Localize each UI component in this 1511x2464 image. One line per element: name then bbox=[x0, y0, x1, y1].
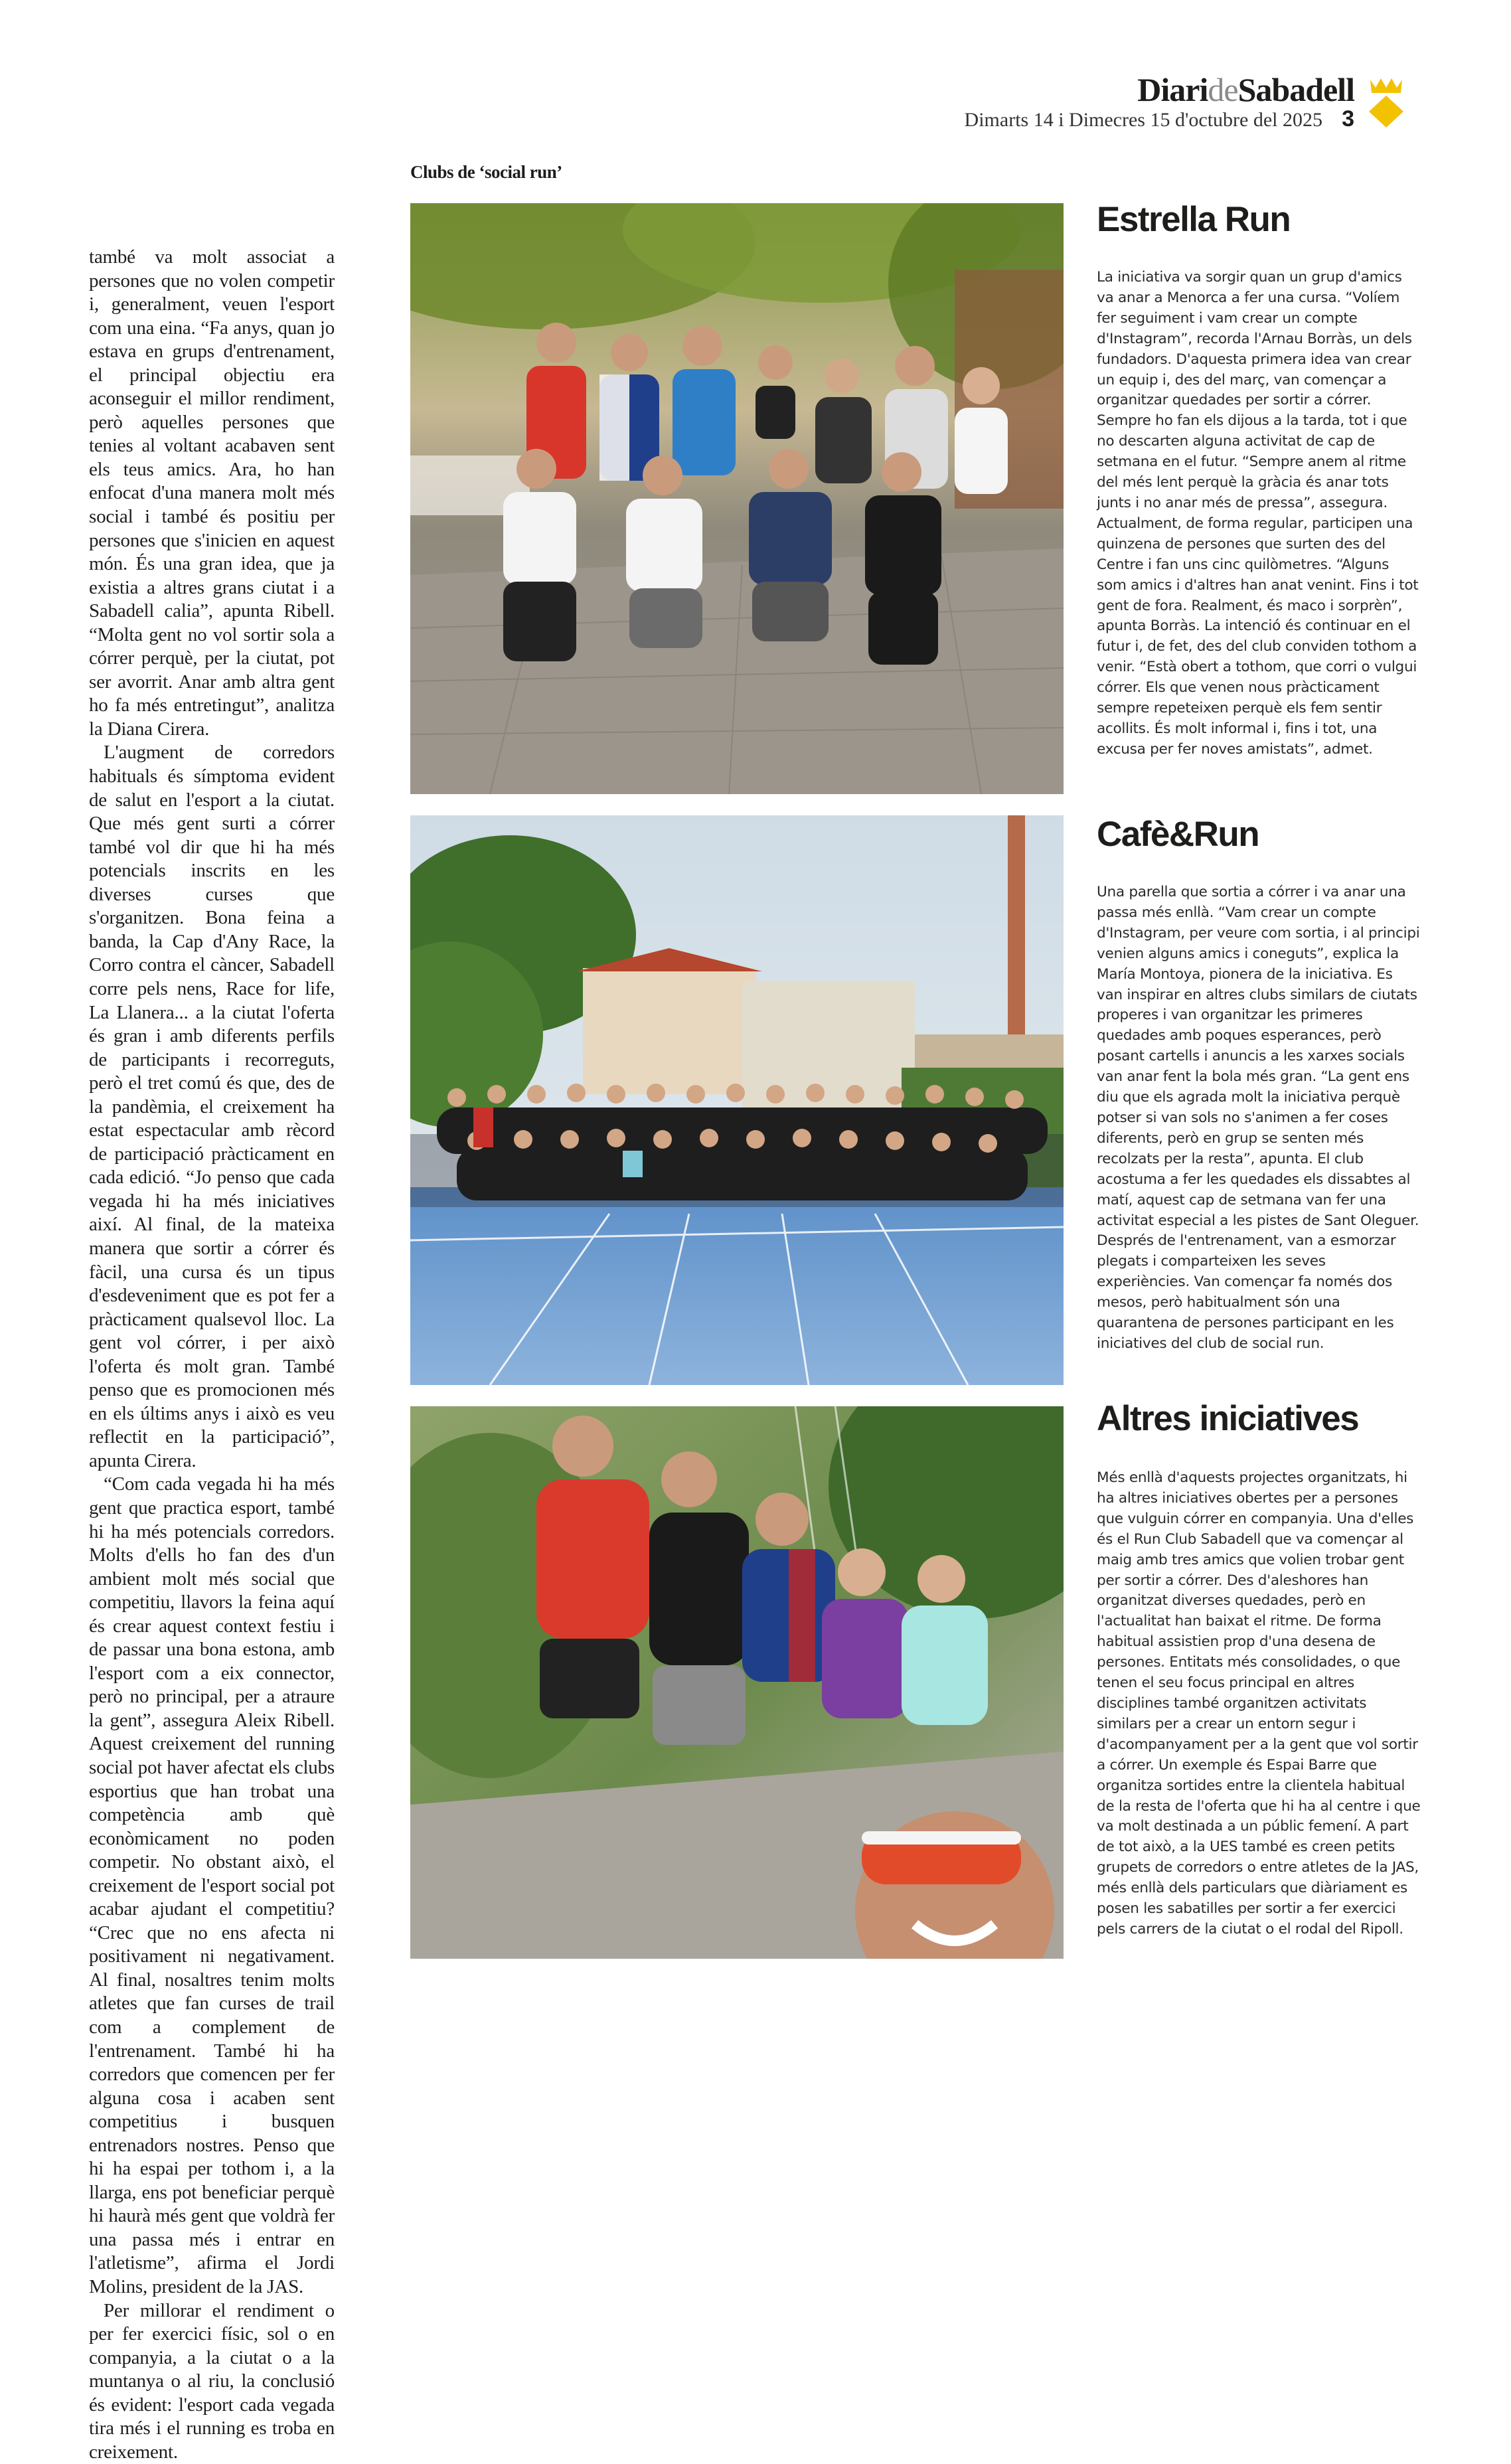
section-title: Cafè&Run bbox=[1097, 815, 1259, 854]
left-paragraph: també va molt associat a persones que no volen competir i, generalment, veuen l'esport com una eina. “Fa anys, quan jo estava en grups d'entrenament, el principal objectiu era aconseguir el millor rendiment, però aquelles persones que tenies al voltant acabaven sent els teus amics. Ara, ho han enfocat d'una manera molt més social i també és positiu per persones que s'inicien en aquest món. És una gran idea, que ja existia a altres grans ciutat i a Sabadell calia”, apunta Ribell. “Molta gent no vol sortir sola a córrer perquè, per la ciutat, pot ser avorrit. Anar amb altra gent ho fa més entretingut”, analitza la Diana Cirera. bbox=[89, 246, 335, 740]
section-title: Altres iniciatives bbox=[1097, 1399, 1359, 1438]
brand-mid: de bbox=[1208, 71, 1238, 108]
brand-right: Sabadell bbox=[1237, 71, 1354, 108]
section-label: Clubs de ‘social run’ bbox=[410, 162, 562, 182]
photo-estrella-run-illustration bbox=[410, 203, 1064, 794]
section-estrella-run bbox=[1097, 199, 1422, 760]
section-body: Més enllà d'aquests projectes organitzats, hi ha altres iniciatives obertes per a persones que vulguin córrer en companyia. Una d'elles és el Run Club Sabadell que va començar al maig amb tres amics que volien trobar gent per sortir a córrer. Des d'aleshores han organitzat diverses quedades, però en l'actualitat han baixat el ritme. De forma habitual assistien prop d'una desena de persones. Entitats més consolidades, o que tenen el seu focus principal en altres disciplines també organitzen activitats similars per a crear un entorn segur i d'acompanyament per a la gent que vol sortir a córrer. Un exemple és Espai Barre que organitza sortides entre la clientela habitual de la resta de l'oferta que hi ha al centre i que va molt destinada a un públic femení. A part de tot això, a la UES també es creen petits grupets de corredors o entre atletes de la JAS, més enllà dels particulars que diàriament es posen les sabatilles per sortir a fer exercici pels carrers de la ciutat o el rodal del Ripoll. bbox=[1097, 1469, 1421, 1937]
sabadell-crest-icon bbox=[1364, 76, 1409, 129]
issue-date: Dimarts 14 i Dimecres 15 d'octubre del 2025 bbox=[964, 109, 1322, 131]
section-body: Una parella que sortia a córrer i va anar una passa més enllà. “Vam crear un compte d'Instagram, per veure com sortia, i al principi venien alguns amics i coneguts”, explica la María Montoya, pionera de la iniciativa. Es van inspirar en altres clubs similars de ciutats properes i van organitzar les primeres quedades amb poques esperances, però posant cartells i anuncis a les xarxes socials van anar fent la bola més gran. “La gent ens diu que els agrada molt la iniciativa perquè potser si van sols no s'animen a fer coses diferents, però en grup se senten més recolzats per la resta”, apunta. El club acostuma a fer les quedades els dissabtes al matí, aquest cap de setmana van fer una activitat especial a les pistes de Sant Oleguer. Després de l'entrenament, van a esmorzar plegats i comparteixen les seves experiències. Van començar fa només dos mesos, però habitualment són una quarantena de persones participant en les iniciatives del club de social run. bbox=[1097, 884, 1420, 1352]
page-number: 3 bbox=[1342, 106, 1354, 131]
brand-left: Diari bbox=[1137, 71, 1208, 108]
photo-cafe-run-illustration bbox=[410, 815, 1064, 1385]
left-paragraph: “Com cada vegada hi ha més gent que practica esport, també hi ha més potencials corredors. Molts d'ells ho fan des d'un ambient molt més social que competitiu, llavors la feina aquí és crear aquest context festiu i de passar una bona estona, amb l'esport com a eix connector, però no principal, per a atraure la gent”, assegura Aleix Ribell. Aquest creixement del running social pot haver afectat els clubs esportius que han trobat una competència amb què econòmicament no poden competir. No obstant això, el creixement de l'esport social pot acabar ajudant el competitiu? “Crec que no ens afecta ni positivament ni negativament. Al final, nosaltres tenim molts atletes que fan curses de trail com a complement de l'entrenament. També hi ha corredors que comencen per fer alguna cosa i acaben sent competitius i busquen entrenadors nostres. Penso que hi ha espai per tothom i, a la llarga, ens pot beneficiar perquè hi haurà més gent que voldrà fer una passa més i entrar en l'atletisme”, afirma el Jordi Molins, president de la JAS. bbox=[89, 1473, 335, 2298]
left-paragraph: Per millorar el rendiment o per fer exercici físic, sol o en companyia, a la ciutat o a la muntanya o al riu, la conclusió és evident: l'esport cada vegada tira més i el running es troba en creixement. bbox=[89, 2299, 335, 2463]
section-altres-iniciatives bbox=[1097, 1398, 1422, 1940]
masthead bbox=[964, 66, 1500, 139]
photo-altres-iniciatives-selfie bbox=[410, 1406, 1064, 1959]
section-body: La iniciativa va sorgir quan un grup d'amics va anar a Menorca a fer una cursa. “Volíem fer seguiment i vam crear un compte d'Instagram”, recorda l'Arnau Borràs, un dels fundadors. D'aquesta primera idea van crear un equip i, des del març, van començar a organitzar quedades per sortir a córrer. Sempre ho fan els dijous a la tarda, tot i que no descarten alguna activitat de cap de setmana en el futur. “Sempre anem al ritme del més lent perquè la gràcia és anar tots junts i no anar més de pressa”, assegura. Actualment, de forma regular, participen una quinzena de persones que surten des del Centre i fan uns cinc quilòmetres. “Alguns som amics i d'altres han anat venint. Fins i tot gent de fora. Realment, és maco i sorprèn”, apunta Borràs. La intenció és continuar en el futur i, de fet, des del club conviden tothom a venir. “Està obert a tothom, que corri o vulgui córrer. Els que venen nous pràcticament sempre repeteixen perquè els fem sentir acollits. És molt informal i, fins i tot, una excusa per fer noves amistats”, admet. bbox=[1097, 269, 1419, 758]
section-title: Estrella Run bbox=[1097, 200, 1291, 239]
section-cafe-run bbox=[1097, 814, 1422, 1355]
photo-estrella-run-group bbox=[410, 203, 1064, 794]
left-column-article bbox=[89, 246, 335, 2464]
newspaper-brand[interactable] bbox=[1137, 70, 1354, 109]
photo-selfie-illustration bbox=[410, 1406, 1064, 1959]
left-paragraph: L'augment de corredors habituals és símptoma evident de salut en l'esport a la ciutat. Que més gent surti a córrer també vol dir que hi ha més potencials inscrits en les diverses curses que s'organitzen. Bona feina a banda, la Cap d'Any Race, la Corro contra el càncer, Sabadell corre pels nens, Race for life, La Llanera... a la ciutat l'oferta és gran i amb diferents perfils de participants i recorreguts, però el tret comú és que, des de la pandèmia, el creixement ha estat espectacular amb rècord de participació pràcticament en cada edició. “Jo penso que cada vegada hi ha més iniciatives així. Al final, de la mateixa manera que sortir a córrer és fàcil, una cursa és un tipus d'esdeveniment que es pot fer a pràcticament qualsevol lloc. La gent vol córrer, i per això l'oferta és molt gran. També penso que es promocionen més en els últims anys i això es veu reflectit en la participació”, apunta Cirera. bbox=[89, 742, 335, 1471]
photo-cafe-run-group-track bbox=[410, 815, 1064, 1385]
